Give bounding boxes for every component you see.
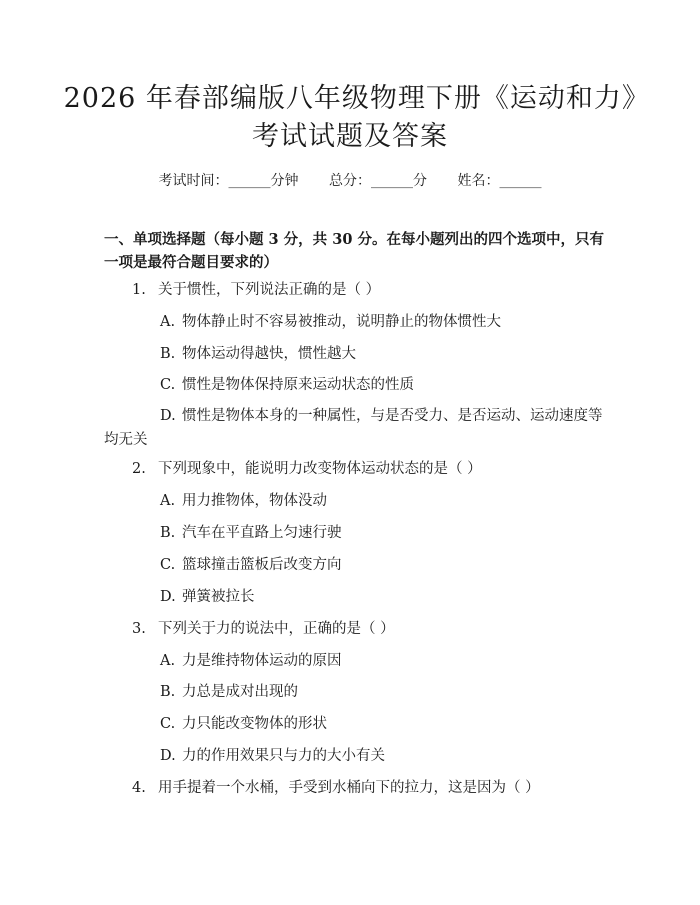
option-letter: A. (160, 314, 176, 330)
option-letter: D. (160, 748, 176, 764)
option-2d (160, 587, 255, 608)
option-text: 惯性是物体本身的一种属性，与是否受力、是否运动、运动速度等均无关 (104, 408, 603, 448)
question-stem: 下列关于力的说法中，正确的是（ ） (158, 621, 395, 637)
option-3b (160, 682, 298, 703)
option-letter: B. (160, 525, 176, 541)
option-text: 物体静止时不容易被推动，说明静止的物体惯性大 (182, 314, 501, 330)
question-stem: 关于惯性，下列说法正确的是（ ） (158, 282, 381, 298)
option-text: 力只能改变物体的形状 (182, 716, 327, 732)
option-2a (160, 491, 327, 512)
option-text: 汽车在平直路上匀速行驶 (182, 525, 342, 541)
option-letter: D. (160, 589, 176, 605)
option-2b (160, 523, 342, 544)
option-3c (160, 714, 327, 735)
page-title: 2026 年春部编版八年级物理下册《运动和力》考试试题及答案 (63, 83, 637, 152)
option-letter: A. (160, 653, 176, 669)
option-3d (160, 746, 385, 767)
option-text: 物体运动得越快，惯性越大 (182, 346, 356, 362)
option-letter: B. (160, 684, 176, 700)
option-text: 力是维持物体运动的原因 (182, 653, 342, 669)
option-2c (160, 555, 342, 576)
total-score-field: 总分：______分 (329, 173, 427, 189)
section-heading: 一、单项选择题（每小题 3 分，共 30 分。在每小题列出的四个选项中，只有一项是最符合题目要求的） (104, 231, 604, 271)
question-3 (132, 619, 395, 640)
question-number: 1. (132, 282, 146, 298)
option-3a (160, 651, 342, 672)
question-1 (132, 280, 380, 301)
student-name-field: 姓名：______ (457, 173, 542, 189)
option-text: 力总是成对出现的 (182, 684, 298, 700)
option-text: 力的作用效果只与力的大小有关 (182, 748, 385, 764)
question-number: 3. (132, 621, 146, 637)
option-letter: D. (160, 408, 176, 424)
exam-meta (0, 170, 700, 190)
option-letter: B. (160, 346, 176, 362)
option-1b (160, 344, 356, 365)
option-1c (160, 375, 414, 396)
question-number: 2. (132, 461, 146, 477)
question-stem: 下列现象中，能说明力改变物体运动状态的是（ ） (158, 461, 482, 477)
question-number: 4. (132, 780, 146, 796)
option-text: 用力推物体，物体没动 (182, 493, 327, 509)
exam-time-field: 考试时间：______分钟 (158, 173, 299, 189)
option-1d (104, 404, 604, 452)
option-text: 篮球撞击篮板后改变方向 (182, 557, 342, 573)
option-text: 惯性是物体保持原来运动状态的性质 (182, 377, 414, 393)
option-letter: C. (160, 377, 176, 393)
option-letter: A. (160, 493, 176, 509)
option-text: 弹簧被拉长 (182, 589, 255, 605)
option-letter: C. (160, 716, 176, 732)
option-1a (160, 312, 501, 333)
question-stem: 用手提着一个水桶，手受到水桶向下的拉力，这是因为（ ） (158, 780, 540, 796)
option-letter: C. (160, 557, 176, 573)
question-4 (132, 778, 540, 799)
question-2 (132, 459, 482, 480)
